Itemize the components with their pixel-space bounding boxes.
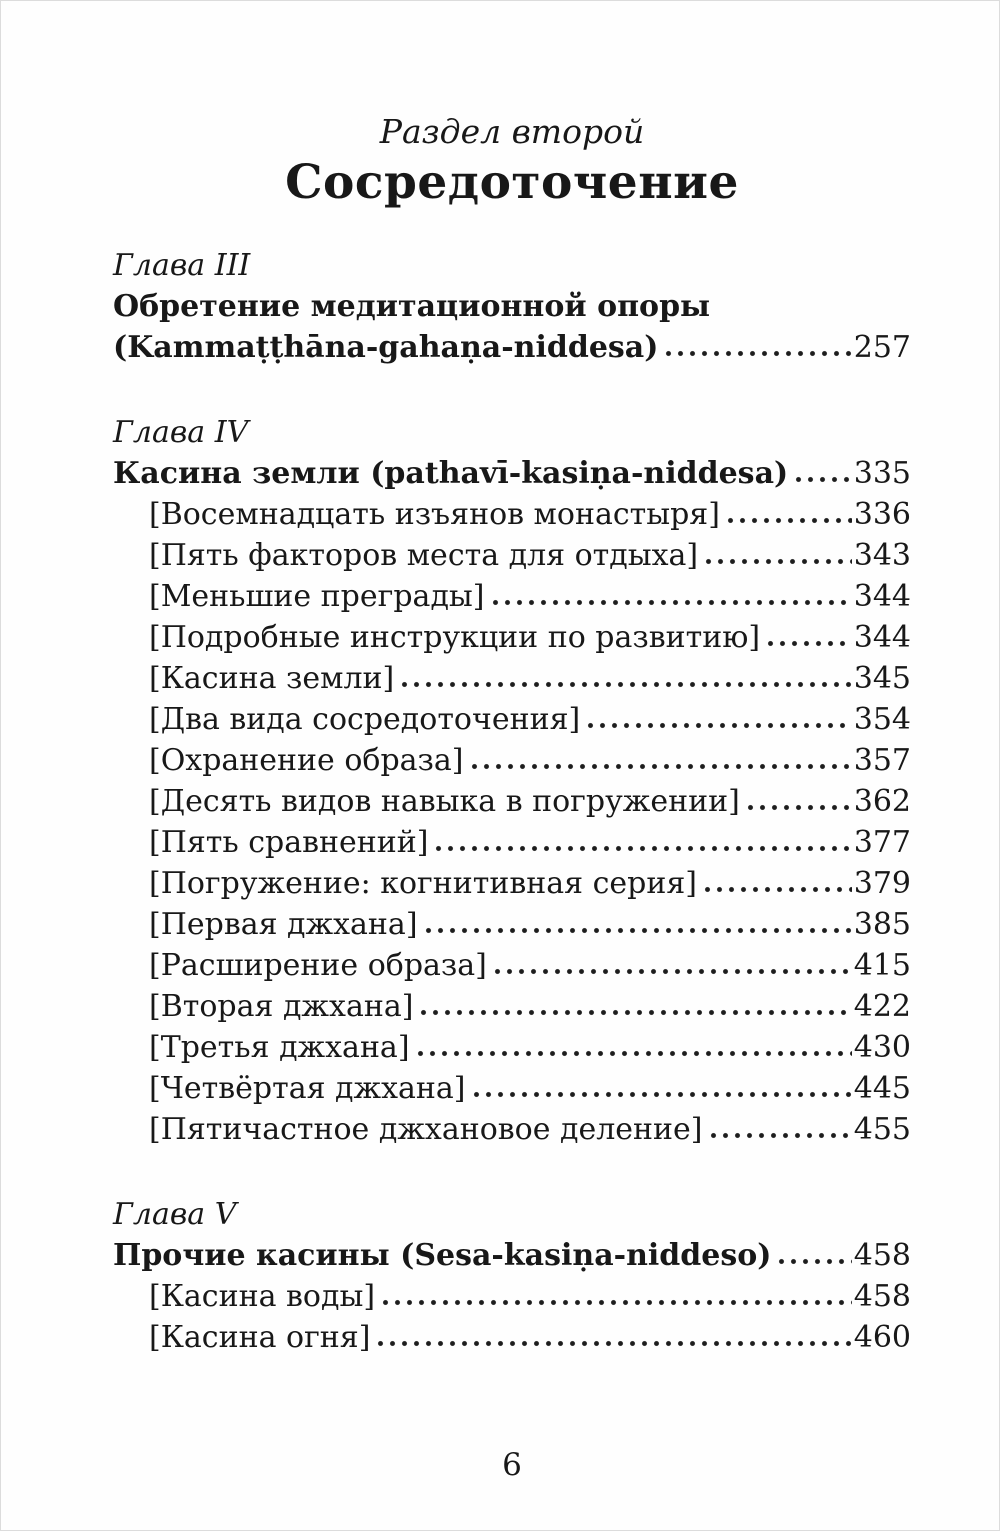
dot-leader — [767, 640, 852, 647]
toc-entry-label: [Пятичастное джхановое деление] — [149, 1111, 703, 1147]
page-ref: 458 — [853, 1237, 911, 1273]
toc-entry-label: [Пять сравнений] — [149, 824, 429, 860]
toc-entry-label: [Касина земли] — [149, 660, 395, 696]
toc-entry-label: [Касина воды] — [149, 1278, 376, 1314]
chapter-entries — [149, 494, 911, 1150]
chapter-title-line2: (Kammaṭṭhāna-gahaṇa-niddesa) — [113, 329, 659, 365]
page-ref: 445 — [853, 1070, 911, 1106]
toc-entry-label: [Расширение образа] — [149, 947, 487, 983]
toc-row — [149, 1068, 911, 1109]
toc-row — [149, 1109, 911, 1150]
dot-leader — [417, 1050, 852, 1057]
toc-row — [113, 1235, 911, 1276]
page-ref: 354 — [853, 701, 911, 737]
dot-leader — [401, 681, 852, 688]
page-ref: 357 — [853, 742, 911, 778]
page-ref: 362 — [853, 783, 911, 819]
toc-row — [149, 658, 911, 699]
section-heading — [113, 111, 911, 213]
toc-entry-label: [Первая джхана] — [149, 906, 418, 942]
toc-row — [149, 781, 911, 822]
dot-leader — [665, 350, 851, 357]
toc-row — [149, 986, 911, 1027]
dot-leader — [425, 927, 852, 934]
dot-leader — [587, 722, 852, 729]
chapter-block-4 — [113, 412, 911, 1150]
dot-leader — [795, 476, 852, 483]
page-ref: 257 — [853, 329, 911, 365]
chapter-title-line1: Обретение медитационной опоры — [113, 288, 711, 324]
page-number: 6 — [502, 1446, 522, 1483]
dot-leader — [420, 1009, 851, 1016]
chapter-label: Глава V — [113, 1196, 237, 1232]
dot-leader — [382, 1299, 852, 1306]
dot-leader — [747, 804, 852, 811]
dot-leader — [710, 1132, 852, 1139]
toc-entry-label: [Четвёртая джхана] — [149, 1070, 466, 1106]
toc-row — [149, 576, 911, 617]
page-ref: 415 — [853, 947, 911, 983]
chapter-title: Касина земли (pathavī-kasiṇa-niddesa) — [113, 455, 789, 491]
dot-leader — [705, 558, 852, 565]
dot-leader — [377, 1340, 851, 1347]
toc-entry-label: [Меньшие преграды] — [149, 578, 485, 614]
toc-row — [113, 327, 911, 368]
page-ref: 345 — [853, 660, 911, 696]
dot-leader — [727, 517, 852, 524]
toc-row — [149, 1276, 911, 1317]
toc-row — [149, 699, 911, 740]
toc-row — [149, 535, 911, 576]
toc-row — [149, 1317, 911, 1358]
toc-row — [149, 494, 911, 535]
dot-leader — [778, 1258, 851, 1265]
toc-row — [149, 904, 911, 945]
toc-entry-label: [Пять факторов места для отдыха] — [149, 537, 699, 573]
chapter-entries — [149, 1276, 911, 1358]
toc-row — [149, 863, 911, 904]
toc-entry-label: [Погружение: когнитивная серия] — [149, 865, 697, 901]
toc-row — [149, 740, 911, 781]
page-ref: 385 — [853, 906, 911, 942]
section-kicker: Раздел второй — [379, 112, 645, 151]
toc-entry-label: [Десять видов навыка в погружении] — [149, 783, 740, 819]
toc-entry-label: [Вторая джхана] — [149, 988, 414, 1024]
toc-row — [149, 1027, 911, 1068]
chapter-block-3 — [113, 245, 911, 368]
page-ref: 335 — [853, 455, 911, 491]
toc-entry-label: [Два вида сосредоточения] — [149, 701, 581, 737]
chapter-label: Глава III — [113, 247, 251, 283]
page-ref: 377 — [853, 824, 911, 860]
chapter-title: Прочие касины (Sesa-kasiṇa-niddeso) — [113, 1237, 772, 1273]
dot-leader — [473, 1091, 852, 1098]
dot-leader — [704, 886, 852, 893]
toc-entry-label: [Касина огня] — [149, 1319, 371, 1355]
chapter-block-5 — [113, 1194, 911, 1358]
dot-leader — [492, 599, 852, 606]
section-title: Сосредоточение — [285, 154, 739, 210]
page-ref: 344 — [853, 619, 911, 655]
toc-entry-label: [Охранение образа] — [149, 742, 464, 778]
dot-leader — [435, 845, 851, 852]
toc-entry-label: [Подробные инструкции по развитию] — [149, 619, 761, 655]
page-ref: 336 — [853, 496, 911, 532]
toc-entry-label: [Восемнадцать изъянов монастыря] — [149, 496, 720, 532]
chapter-label: Глава IV — [113, 414, 249, 450]
toc-row — [149, 617, 911, 658]
page-ref: 343 — [853, 537, 911, 573]
toc-row — [149, 945, 911, 986]
page-ref: 379 — [853, 865, 911, 901]
dot-leader — [471, 763, 852, 770]
toc-entry-label: [Третья джхана] — [149, 1029, 410, 1065]
page-ref: 422 — [853, 988, 911, 1024]
page-ref: 344 — [853, 578, 911, 614]
toc-row — [113, 453, 911, 494]
page-ref: 430 — [853, 1029, 911, 1065]
page-ref: 455 — [853, 1111, 911, 1147]
page-ref: 460 — [853, 1319, 911, 1355]
page-ref: 458 — [853, 1278, 911, 1314]
dot-leader — [494, 968, 852, 975]
toc-row — [149, 822, 911, 863]
